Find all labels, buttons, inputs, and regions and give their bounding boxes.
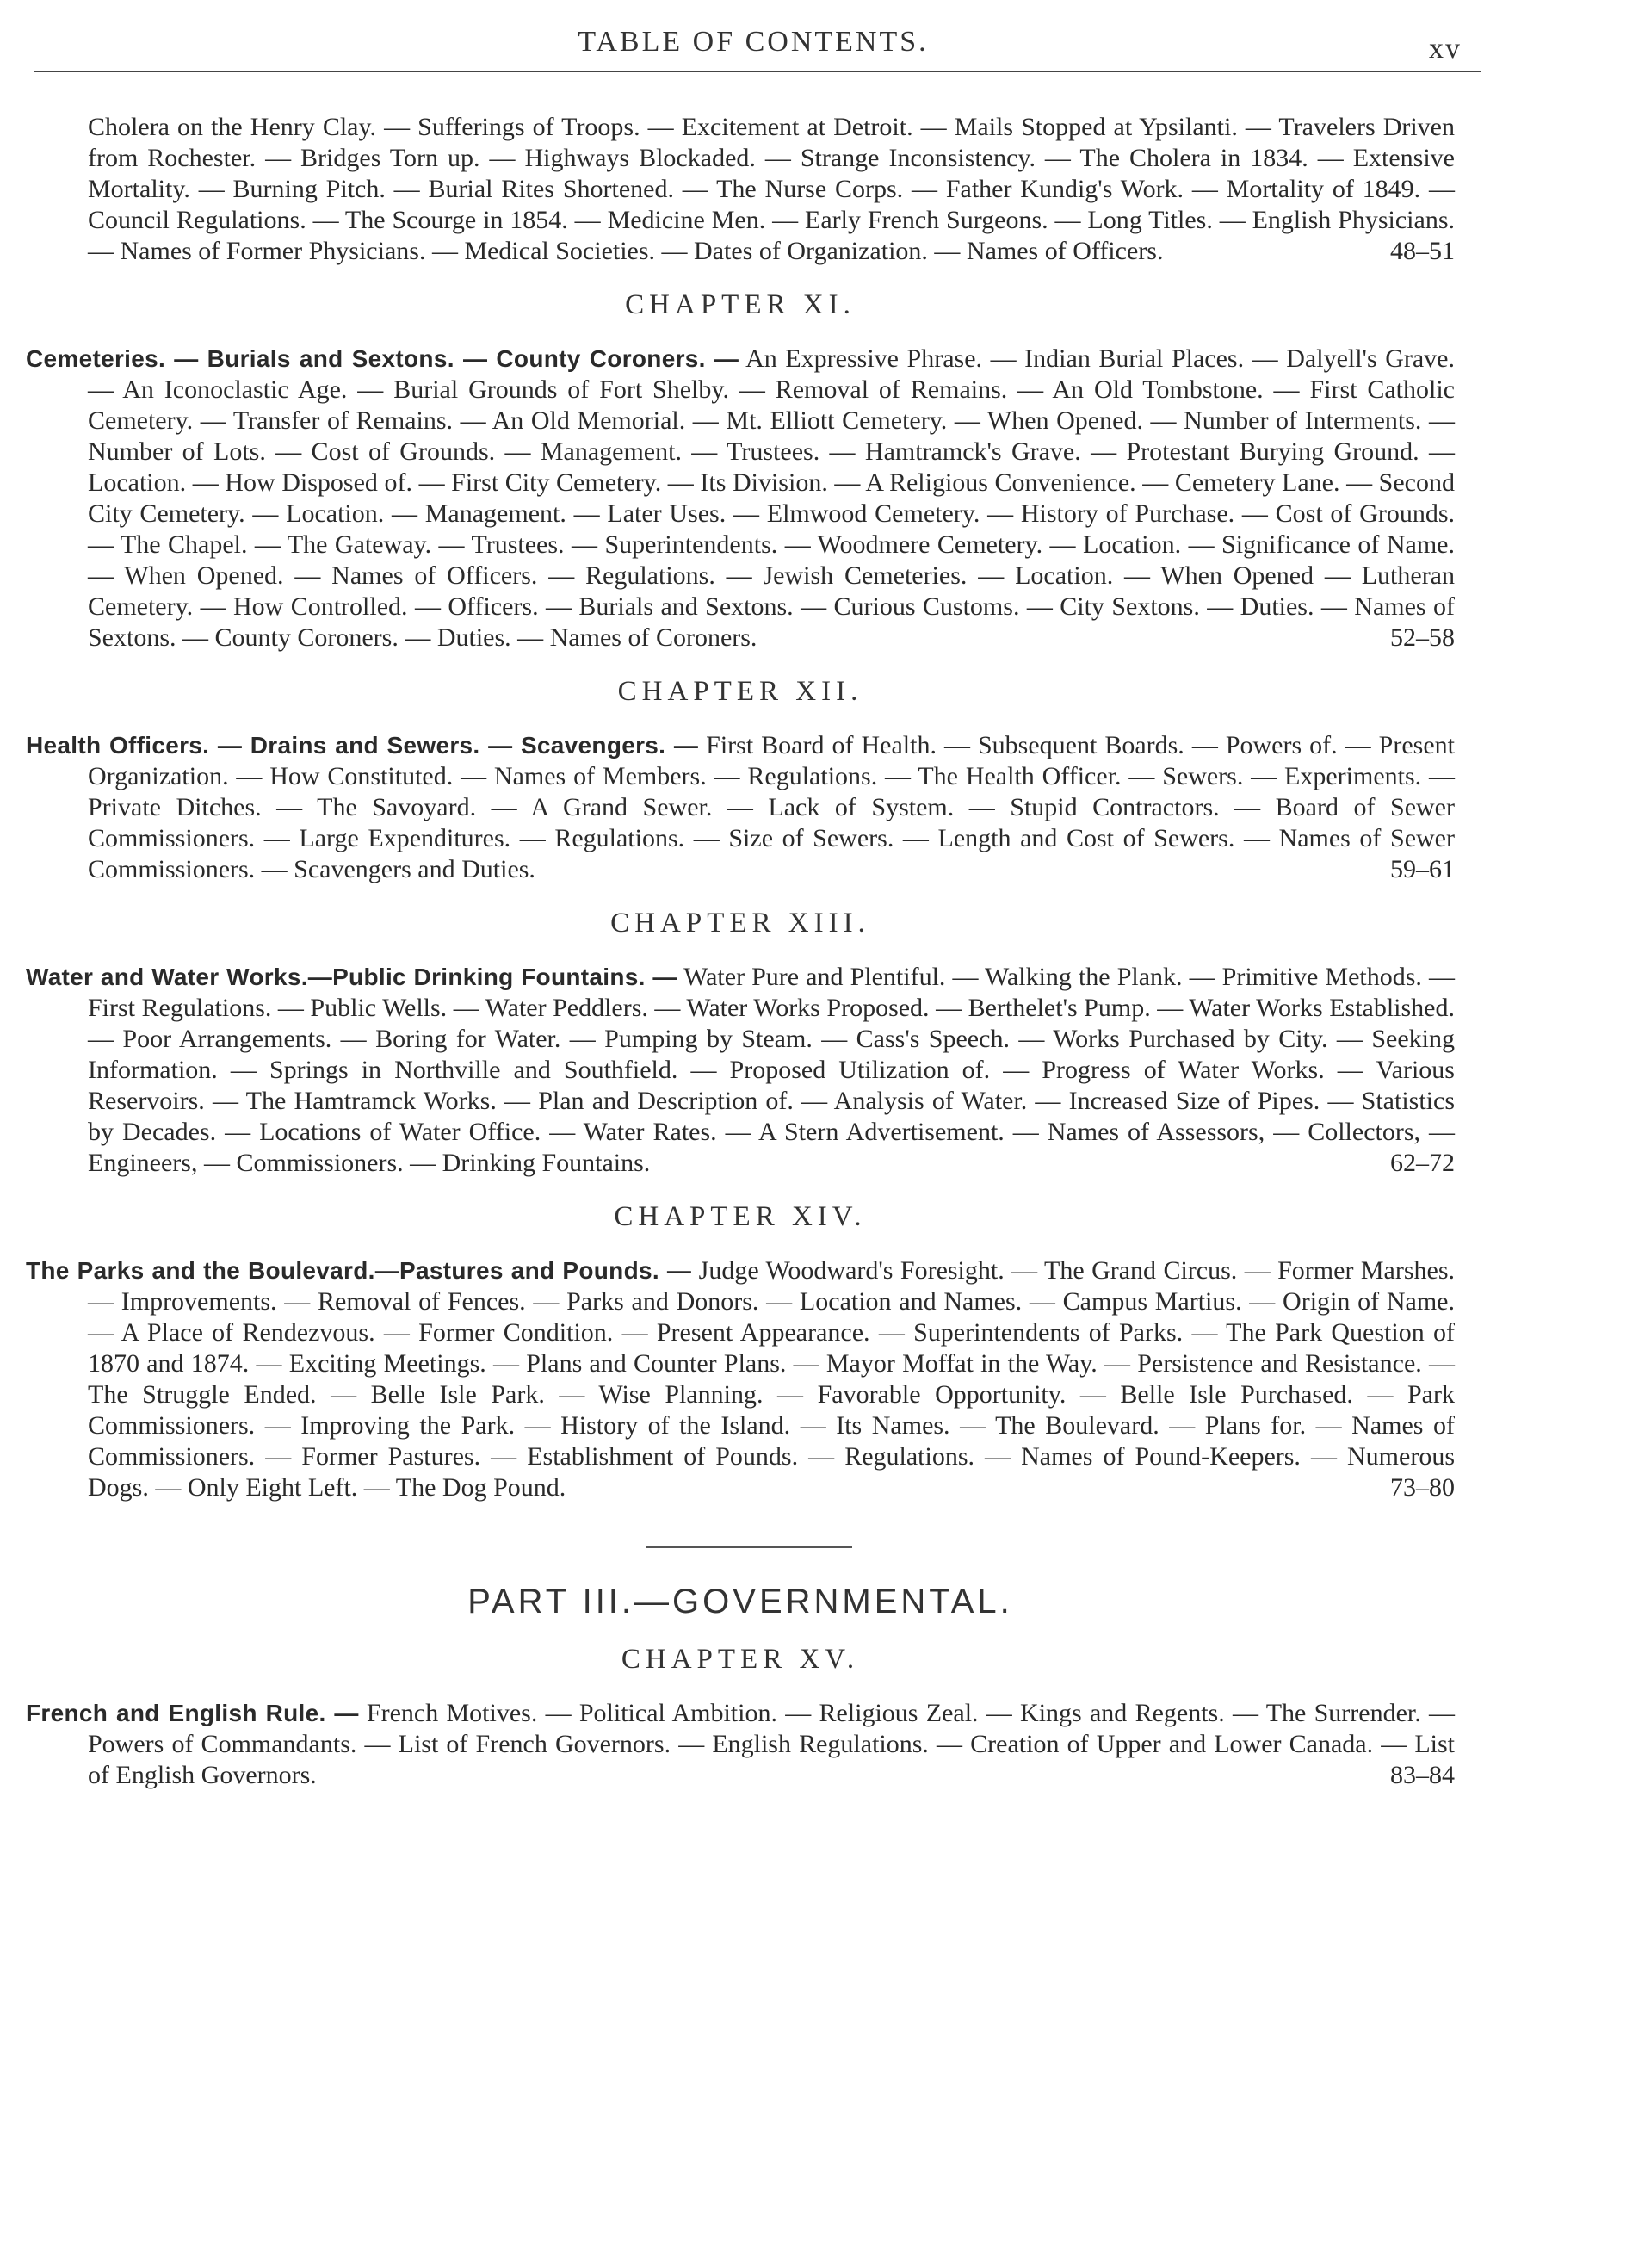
toc-entry-chapter-xi (26, 344, 1455, 654)
chapter-heading-xii: CHAPTER XII. (617, 676, 863, 707)
entry-text: An Expressive Phrase. — Indian Burial Places. — Dalyell's Grave. — An Iconoclastic Age. — Burial Grounds of Fort Shelby. — Removal of Remains. — An Old Tombstone. — First Catholic Cemetery. — Transfer of Remains. — An Old Memorial. — Mt. Elliott Cemetery. — When Opened. — Number of Interments. — Number of Lots. — Cost of Grounds. — Management. — Trustees. — Hamtramck's Grave. — Protestant Burying Ground. — Location. — How Disposed of. — First City Cemetery. — Its Division. — A Religious Convenience. — Cemetery Lane. — Second City Cemetery. — Location. — Management. — Later Uses. — Elmwood Cemetery. — History of Purchase. — Cost of Grounds. — The Chapel. — The Gateway. — Trustees. — Superintendents. — Woodmere Cemetery. — Location. — Significance of Name. — When Opened. — Names of Officers. — Regulations. — Jewish Cemeteries. — Location. — When Opened — Lutheran Cemetery. — How Controlled. — Officers. — Burials and Sextons. — Curious Customs. — City Sextons. — Duties. — Names of Sextons. — County Coroners. — Duties. — Names of Coroners. (88, 344, 1455, 652)
entry-pages: 52–58 (1390, 623, 1455, 652)
entry-lead: French and English Rule. — (26, 1700, 359, 1726)
chapter-heading-xiv: CHAPTER XIV. (614, 1201, 867, 1232)
running-head (0, 26, 1651, 69)
toc-entry-chapter-xv (26, 1698, 1455, 1791)
section-divider (646, 1546, 852, 1548)
toc-entry-chapter-xiii (26, 962, 1455, 1179)
chapter-heading-xv: CHAPTER XV. (621, 1644, 860, 1675)
entry-text: French Motives. — Political Ambition. — Religious Zeal. — Kings and Regents. — The Surrender. — Powers of Commandants. — List of French Governors. — English Regulations. — Creation of Upper and Lower Canada. — List of English Governors. (88, 1699, 1455, 1789)
entry-pages: 83–84 (1390, 1761, 1455, 1789)
toc-entry-chapter-xii (26, 730, 1455, 885)
entry-text: Judge Woodward's Foresight. — The Grand Circus. — Former Marshes. — Improvements. — Removal of Fences. — Parks and Donors. — Location and Names. — Campus Martius. — Origin of Name. — A Place of Rendezvous. — Former Condition. — Present Appearance. — Superintendents of Parks. — The Park Question of 1870 and 1874. — Exciting Meetings. — Plans and Counter Plans. — Mayor Moffat in the Way. — Persistence and Resistance. — The Struggle Ended. — Belle Isle Park. — Wise Planning. — Favorable Opportunity. — Belle Isle Purchased. — Park Commissioners. — Improving the Park. — History of the Island. — Its Names. — The Boulevard. — Plans for. — Names of Commissioners. — Former Pastures. — Establishment of Pounds. — Regulations. — Names of Pound-Keepers. — Numerous Dogs. — Only Eight Left. — The Dog Pound. (88, 1256, 1455, 1502)
page-number: xv (1429, 33, 1462, 65)
toc-entry-chapter-xiv (26, 1255, 1455, 1503)
entry-lead: Cemeteries. — Burials and Sextons. — County Coroners. — (26, 345, 739, 372)
entry-text: Water Pure and Plentiful. — Walking the Plank. — Primitive Methods. — First Regulations. — Public Wells. — Water Peddlers. — Water Works Proposed. — Berthelet's Pump. — Water Works Established. — Poor Arrangements. — Boring for Water. — Pumping by Steam. — Cass's Speech. — Works Purchased by City. — Seeking Information. — Springs in Northville and Southfield. — Proposed Utilization of. — Progress of Water Works. — Various Reservoirs. — The Hamtramck Works. — Plan and Description of. — Analysis of Water. — Increased Size of Pipes. — Statistics by Decades. — Locations of Water Office. — Water Rates. — A Stern Advertisement. — Names of Assessors, — Collectors, — Engineers, — Commissioners. — Drinking Fountains. (88, 963, 1455, 1177)
entry-pages: 48–51 (1390, 237, 1455, 265)
chapter-heading-xi: CHAPTER XI. (625, 289, 856, 320)
entry-lead: Health Officers. — Drains and Sewers. — Scavengers. — (26, 732, 699, 759)
page-title: TABLE OF CONTENTS. (578, 26, 929, 58)
entry-text: First Board of Health. — Subsequent Boards. — Powers of. — Present Organization. — How Constituted. — Names of Members. — Regulations. — The Health Officer. — Sewers. — Experiments. — Private Ditches. — The Savoyard. — A Grand Sewer. — Lack of System. — Stupid Contractors. — Board of Sewer Commissioners. — Large Expenditures. — Regulations. — Size of Sewers. — Length and Cost of Sewers. — Names of Sewer Commissioners. — Scavengers and Duties. (88, 731, 1455, 883)
entry-lead: Water and Water Works.—Public Drinking Fountains. — (26, 964, 677, 990)
entry-text: Cholera on the Henry Clay. — Sufferings of Troops. — Excitement at Detroit. — Mails Stopped at Ypsilanti. — Travelers Driven from Rochester. — Bridges Torn up. — Highways Blockaded. — Strange Inconsistency. — The Cholera in 1834. — Extensive Mortality. — Burning Pitch. — Burial Rites Shortened. — The Nurse Corps. — Father Kundig's Work. — Mortality of 1849. — Council Regulations. — The Scourge in 1854. — Medicine Men. — Early French Surgeons. — Long Titles. — English Physicians. — Names of Former Physicians. — Medical Societies. — Dates of Organization. — Names of Officers. (88, 113, 1455, 265)
entry-pages: 59–61 (1390, 855, 1455, 883)
chapter-heading-xiii: CHAPTER XIII. (610, 908, 870, 939)
entry-pages: 62–72 (1390, 1149, 1455, 1177)
toc-entry-continued (26, 112, 1455, 267)
entry-lead: The Parks and the Boulevard.—Pastures and Pounds. — (26, 1257, 692, 1284)
contents-body (26, 112, 1455, 1800)
entry-pages: 73–80 (1390, 1473, 1455, 1502)
part-heading: PART III.—GOVERNMENTAL. (467, 1583, 1013, 1620)
header-rule (34, 71, 1481, 72)
